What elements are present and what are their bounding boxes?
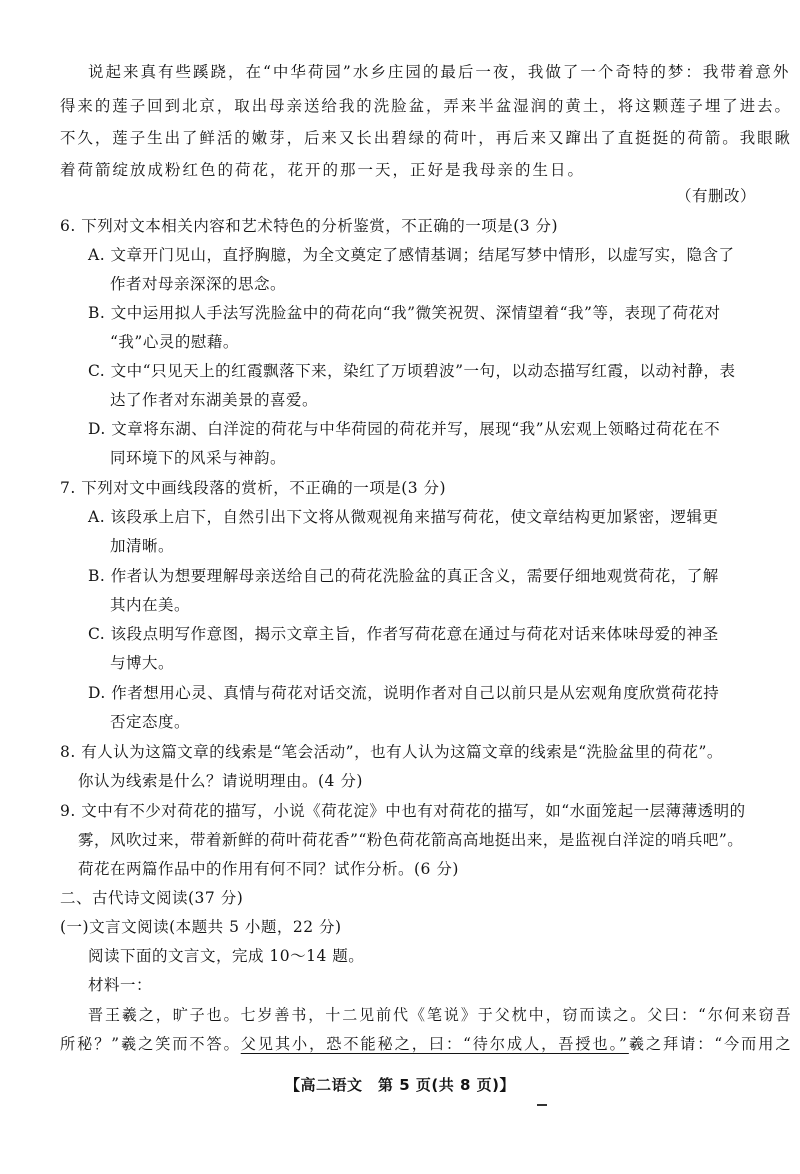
q7-option-c: C. 该段点明写作意图，揭示文章主旨，作者写荷花意在通过与荷花对话来体味母爱的神圣 bbox=[88, 625, 719, 643]
scan-mark bbox=[537, 1104, 547, 1106]
passage-line-3: 不久，莲子生出了鲜活的嫩芽，后来又长出碧绿的荷叶，再后来又蹿出了直挺挺的荷箭。我眼瞅 bbox=[60, 129, 793, 147]
q7-option-b-cont: 其内在美。 bbox=[110, 596, 191, 614]
material-label: 材料一： bbox=[88, 976, 153, 994]
passage-line-2: 得来的莲子回到北京，取出母亲送给我的洗脸盆，弄来半盆湿润的黄土，将这颗莲子埋了进去。 bbox=[60, 97, 793, 115]
page-footer: 【高二语文 第 5 页(共 8 页)】 bbox=[285, 1076, 515, 1094]
section-2-instruction: 阅读下面的文言文，完成 10～14 题。 bbox=[88, 947, 365, 965]
q6-option-b-cont: “我”心灵的慰藉。 bbox=[110, 333, 239, 351]
q7-option-b: B. 作者认为想要理解母亲送给自己的荷花洗脸盆的真正含义，需要仔细地观赏荷花，了解 bbox=[88, 567, 719, 585]
classical-text-plain-a: 所秘？”羲之笑而不答。 bbox=[60, 1035, 241, 1053]
section-2-subtitle: (一)文言文阅读(本题共 5 小题，22 分) bbox=[60, 918, 342, 936]
q7-option-c-cont: 与博大。 bbox=[110, 654, 175, 672]
section-2-title: 二、古代诗文阅读(37 分) bbox=[60, 889, 244, 907]
classical-text-line-1: 晋王羲之，旷子也。七岁善书，十二见前代《笔说》于父枕中，窃而读之。父曰：“尔何来窃吾 bbox=[88, 1006, 793, 1024]
q8-line-1: 8. 有人认为这篇文章的线索是“笔会活动”，也有人认为这篇文章的线索是“洗脸盆里的荷花”。 bbox=[60, 743, 723, 761]
q6-option-a-cont: 作者对母亲深深的思念。 bbox=[110, 275, 287, 293]
classical-text-plain-b: 羲之拜请：“今而用之 bbox=[628, 1035, 793, 1053]
q6-option-c: C. 文中“只见天上的红霞飘落下来，染红了万顷碧波”一句，以动态描写红霞，以动衬静，表 bbox=[88, 362, 736, 380]
q6-option-d-cont: 同环境下的风采与神韵。 bbox=[110, 449, 287, 467]
q7-option-d: D. 作者想用心灵、真情与荷花对话交流，说明作者对自己以前只是从宏观角度欣赏荷花持 bbox=[88, 684, 720, 702]
passage-note: （有删改） bbox=[676, 187, 757, 205]
q6-option-d: D. 文章将东湖、白洋淀的荷花与中华荷园的荷花并写，展现“我”从宏观上领略过荷花在不 bbox=[88, 420, 721, 438]
q8-line-2: 你认为线索是什么？请说明理由。(4 分) bbox=[78, 772, 363, 790]
q7-option-d-cont: 否定态度。 bbox=[110, 713, 191, 731]
passage-line-4: 着荷箭绽放成粉红色的荷花，花开的那一天，正好是我母亲的生日。 bbox=[60, 161, 586, 179]
q6-option-b: B. 文中运用拟人手法写洗脸盆中的荷花向“我”微笑祝贺、深情望着“我”等，表现了荷花对 bbox=[88, 304, 721, 322]
q7-option-a: A. 该段承上启下，自然引出下文将从微观视角来描写荷花，使文章结构更加紧密，逻辑更 bbox=[88, 508, 719, 526]
q6-stem: 6. 下列对文本相关内容和艺术特色的分析鉴赏，不正确的一项是(3 分) bbox=[60, 217, 559, 235]
q7-stem: 7. 下列对文中画线段落的赏析，不正确的一项是(3 分) bbox=[60, 479, 447, 497]
q9-line-2: 雾，风吹过来，带着新鲜的荷叶荷花香”“粉色荷花箭高高地挺出来，是监视白洋淀的哨兵吧”。 bbox=[78, 831, 744, 849]
q6-option-c-cont: 达了作者对东湖美景的喜爱。 bbox=[110, 391, 319, 409]
q7-option-a-cont: 加清晰。 bbox=[110, 537, 175, 555]
classical-text-underlined: 父见其小，恐不能秘之，曰：“待尔成人，吾授也。” bbox=[240, 1035, 629, 1053]
classical-text-line-2 bbox=[60, 1034, 792, 1054]
q9-line-3: 荷花在两篇作品中的作用有何不同？试作分析。(6 分) bbox=[78, 860, 459, 878]
q6-option-a: A. 文章开门见山，直抒胸臆，为全文奠定了感情基调；结尾写梦中情形，以虚写实，隐含了 bbox=[88, 246, 735, 264]
passage-line-1: 说起来真有些蹊跷，在“中华荷园”水乡庄园的最后一夜，我做了一个奇特的梦：我带着意外 bbox=[88, 63, 791, 81]
q9-line-1: 9. 文中有不少对荷花的描写，小说《荷花淀》中也有对荷花的描写，如“水面笼起一层薄薄透明的 bbox=[60, 802, 746, 820]
